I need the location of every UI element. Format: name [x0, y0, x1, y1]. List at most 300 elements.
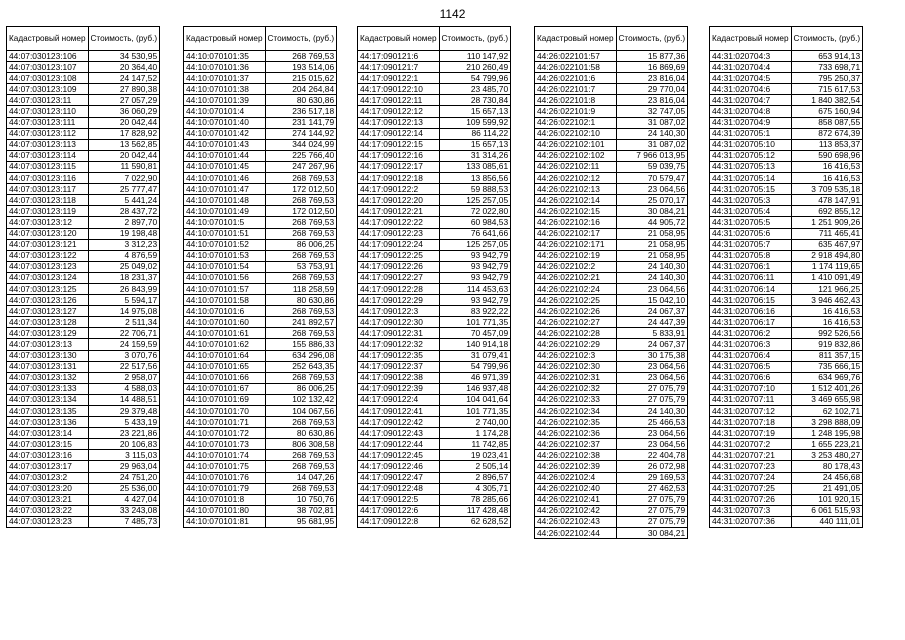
cadastral-number-cell: 44:26:022102:171 [535, 239, 617, 250]
cost-cell: 2 511,34 [88, 317, 160, 328]
cost-cell: 4 305,71 [439, 483, 511, 494]
cadastral-number-cell: 44:17:090122:46 [358, 461, 440, 472]
cadastral-number-cell: 44:07:030123:127 [7, 306, 89, 317]
cost-cell: 268 769,53 [265, 173, 337, 184]
table-row [358, 84, 511, 95]
cadastral-number-cell: 44:17:090122:12 [358, 106, 440, 117]
table-row [7, 306, 160, 317]
cadastral-number-cell: 44:31:020705:1 [710, 128, 792, 139]
cost-cell: 125 257,05 [439, 239, 511, 250]
cadastral-number-cell: 44:10:070101:54 [184, 261, 266, 272]
cadastral-number-cell: 44:31:020707:10 [710, 383, 792, 394]
cost-cell: 1 410 091,49 [791, 272, 863, 283]
cadastral-number-cell: 44:31:020705:5 [710, 217, 792, 228]
cadastral-number-cell: 44:31:020707:26 [710, 494, 792, 505]
cost-cell: 344 024,99 [265, 139, 337, 150]
cadastral-number-cell: 44:10:070101:61 [184, 328, 266, 339]
cadastral-number-cell: 44:17:090121:7 [358, 62, 440, 73]
table-row [535, 505, 688, 516]
table-row [358, 228, 511, 239]
cost-cell: 27 075,79 [616, 394, 688, 405]
table-row [535, 250, 688, 261]
cadastral-number-cell: 44:17:090122:20 [358, 195, 440, 206]
cost-cell: 225 766,40 [265, 150, 337, 161]
table-row [184, 417, 337, 428]
cadastral-number-cell: 44:26:022102:13 [535, 184, 617, 195]
cadastral-number-cell: 44:10:070101:40 [184, 117, 266, 128]
table-row [7, 95, 160, 106]
cadastral-number-cell: 44:10:070101:69 [184, 394, 266, 405]
table-row [184, 95, 337, 106]
cost-cell: 1 174 119,65 [791, 261, 863, 272]
cadastral-number-cell: 44:17:090122:15 [358, 139, 440, 150]
cost-cell: 104 041,64 [439, 394, 511, 405]
table-row [710, 206, 863, 217]
table-row [7, 195, 160, 206]
table-row [184, 106, 337, 117]
cadastral-number-cell: 44:31:020705:13 [710, 161, 792, 172]
cost-cell: 17 828,92 [88, 128, 160, 139]
table-row [535, 516, 688, 527]
cadastral-number-cell: 44:17:090122:30 [358, 317, 440, 328]
cadastral-number-cell: 44:31:020705:6 [710, 228, 792, 239]
cadastral-number-cell: 44:17:090122:1 [358, 73, 440, 84]
table-row [184, 350, 337, 361]
table-row [535, 317, 688, 328]
cadastral-number-cell: 44:07:030123:23 [7, 516, 89, 527]
cost-cell: 7 485,73 [88, 516, 160, 527]
table-row [7, 150, 160, 161]
cost-cell: 117 428,48 [439, 505, 511, 516]
cadastral-number-cell: 44:07:030123:106 [7, 51, 89, 62]
cadastral-number-cell: 44:07:030123:113 [7, 139, 89, 150]
cadastral-number-cell: 44:07:030123:134 [7, 394, 89, 405]
table-row [7, 239, 160, 250]
cost-cell: 715 617,53 [791, 84, 863, 95]
table-row [7, 417, 160, 428]
cost-cell: 93 942,79 [439, 272, 511, 283]
cost-cell: 30 084,21 [616, 206, 688, 217]
cost-cell: 16 416,53 [791, 161, 863, 172]
cost-cell: 806 308,58 [265, 439, 337, 450]
table-row [184, 195, 337, 206]
cost-cell: 13 856,56 [439, 173, 511, 184]
cost-cell: 27 075,79 [616, 494, 688, 505]
cost-cell: 13 562,85 [88, 139, 160, 150]
table-row [184, 383, 337, 394]
table-row [358, 250, 511, 261]
cost-cell: 33 243,08 [88, 505, 160, 516]
cadastral-number-cell: 44:17:090122:2 [358, 184, 440, 195]
header-cadastral-number: Кадастровый номер [7, 27, 89, 51]
cadastral-number-cell: 44:26:022102:42 [535, 505, 617, 516]
cadastral-number-cell: 44:26:022102:34 [535, 406, 617, 417]
cadastral-number-cell: 44:31:020705:10 [710, 139, 792, 150]
cost-cell: 16 416,53 [791, 306, 863, 317]
cost-cell: 24 140,30 [616, 261, 688, 272]
cadastral-number-cell: 44:31:020707:18 [710, 417, 792, 428]
cadastral-number-cell: 44:31:020706:4 [710, 350, 792, 361]
cost-cell: 1 248 195,98 [791, 428, 863, 439]
cost-cell: 113 853,37 [791, 139, 863, 150]
table-row [184, 128, 337, 139]
table-row [535, 461, 688, 472]
cost-cell: 3 469 655,98 [791, 394, 863, 405]
cadastral-number-cell: 44:26:022101:58 [535, 62, 617, 73]
cadastral-number-cell: 44:26:022102:44 [535, 528, 617, 539]
table-row [358, 439, 511, 450]
table-row [535, 117, 688, 128]
cadastral-number-cell: 44:07:030123:133 [7, 383, 89, 394]
cost-cell: 5 433,19 [88, 417, 160, 428]
table-row [184, 217, 337, 228]
header-cost: Стоимость, (руб.) [616, 27, 688, 51]
cost-cell: 23 485,70 [439, 84, 511, 95]
cost-cell: 27 057,29 [88, 95, 160, 106]
cost-cell: 4 427,04 [88, 494, 160, 505]
table-row [710, 139, 863, 150]
cost-cell: 23 816,04 [616, 95, 688, 106]
table-row [535, 494, 688, 505]
cost-cell: 59 888,53 [439, 184, 511, 195]
table-row [358, 106, 511, 117]
cost-cell: 14 975,08 [88, 306, 160, 317]
cadastral-number-cell: 44:07:030123:125 [7, 283, 89, 294]
cadastral-number-cell: 44:26:022102:43 [535, 516, 617, 527]
table-row [184, 394, 337, 405]
table-row [7, 428, 160, 439]
cost-cell: 4 876,59 [88, 250, 160, 261]
cost-cell: 83 922,22 [439, 306, 511, 317]
table-row [7, 394, 160, 405]
table-row [7, 483, 160, 494]
cost-cell: 634 969,76 [791, 372, 863, 383]
table-row [7, 494, 160, 505]
cadastral-number-cell: 44:17:090122:44 [358, 439, 440, 450]
cadastral-number-cell: 44:07:030123:130 [7, 350, 89, 361]
cadastral-number-cell: 44:31:020704:4 [710, 62, 792, 73]
cost-cell: 919 832,86 [791, 339, 863, 350]
table-row [7, 139, 160, 150]
cost-cell: 86 006,25 [265, 383, 337, 394]
cost-cell: 93 942,79 [439, 261, 511, 272]
cost-cell: 14 488,51 [88, 394, 160, 405]
cadastral-table [357, 26, 511, 528]
cadastral-number-cell: 44:17:090122:10 [358, 84, 440, 95]
cadastral-number-cell: 44:26:022102:3 [535, 350, 617, 361]
cost-cell: 114 453,63 [439, 283, 511, 294]
cadastral-number-cell: 44:07:030123:118 [7, 195, 89, 206]
cost-cell: 692 855,12 [791, 206, 863, 217]
table-row [184, 117, 337, 128]
table-row [184, 295, 337, 306]
cost-cell: 675 160,94 [791, 106, 863, 117]
cadastral-number-cell: 44:07:030123:126 [7, 295, 89, 306]
cost-cell: 27 075,79 [616, 383, 688, 394]
cost-cell: 109 599,92 [439, 117, 511, 128]
cadastral-number-cell: 44:26:022101:9 [535, 106, 617, 117]
table-row [184, 461, 337, 472]
cadastral-number-cell: 44:07:030123:14 [7, 428, 89, 439]
cadastral-number-cell: 44:31:020706:14 [710, 283, 792, 294]
table-row [710, 439, 863, 450]
table-row [7, 295, 160, 306]
cost-cell: 24 067,37 [616, 339, 688, 350]
cadastral-number-cell: 44:10:070101:45 [184, 161, 266, 172]
cost-cell: 23 064,56 [616, 372, 688, 383]
cadastral-number-cell: 44:17:090122:41 [358, 406, 440, 417]
cadastral-number-cell: 44:10:070101:51 [184, 228, 266, 239]
table-row [710, 272, 863, 283]
cadastral-number-cell: 44:10:070101:70 [184, 406, 266, 417]
table-row [184, 150, 337, 161]
cadastral-number-cell: 44:17:090122:4 [358, 394, 440, 405]
cadastral-number-cell: 44:31:020705:4 [710, 206, 792, 217]
table-row [7, 51, 160, 62]
cadastral-number-cell: 44:07:030123:17 [7, 461, 89, 472]
cost-cell: 23 064,56 [616, 283, 688, 294]
table-row [710, 406, 863, 417]
cost-cell: 811 357,15 [791, 350, 863, 361]
table-row [358, 95, 511, 106]
cadastral-number-cell: 44:07:030123:111 [7, 117, 89, 128]
table-row [358, 317, 511, 328]
cost-cell: 86 006,25 [265, 239, 337, 250]
cost-cell: 27 890,38 [88, 84, 160, 95]
cadastral-number-cell: 44:26:022102:40 [535, 483, 617, 494]
cost-cell: 23 064,56 [616, 428, 688, 439]
table-row [7, 328, 160, 339]
cadastral-number-cell: 44:07:030123:107 [7, 62, 89, 73]
cadastral-number-cell: 44:31:020706:2 [710, 328, 792, 339]
cadastral-number-cell: 44:17:090122:27 [358, 272, 440, 283]
cost-cell: 3 070,76 [88, 350, 160, 361]
cadastral-number-cell: 44:10:070101:4 [184, 106, 266, 117]
cost-cell: 478 147,91 [791, 195, 863, 206]
cadastral-number-cell: 44:26:022102:17 [535, 228, 617, 239]
table-row [358, 472, 511, 483]
cadastral-number-cell: 44:10:070101:65 [184, 361, 266, 372]
cost-cell: 25 466,53 [616, 417, 688, 428]
cost-cell: 15 657,13 [439, 139, 511, 150]
cadastral-number-cell: 44:07:030123:108 [7, 73, 89, 84]
table-row [535, 228, 688, 239]
cost-cell: 95 681,95 [265, 516, 337, 527]
cadastral-number-cell: 44:31:020706:1 [710, 261, 792, 272]
cost-cell: 125 257,05 [439, 195, 511, 206]
table-row [535, 128, 688, 139]
table-row [710, 239, 863, 250]
cadastral-number-cell: 44:31:020705:8 [710, 250, 792, 261]
table-row [184, 339, 337, 350]
cost-cell: 78 285,66 [439, 494, 511, 505]
table-row [358, 161, 511, 172]
table-row [184, 139, 337, 150]
cadastral-number-cell: 44:17:090122:37 [358, 361, 440, 372]
table-row [7, 261, 160, 272]
cadastral-number-cell: 44:26:022102:35 [535, 417, 617, 428]
cadastral-number-cell: 44:07:030123:114 [7, 150, 89, 161]
table-row [358, 383, 511, 394]
table-row [710, 95, 863, 106]
table-row [535, 62, 688, 73]
cost-cell: 7 022,90 [88, 173, 160, 184]
cost-cell: 21 058,95 [616, 250, 688, 261]
cost-cell: 236 517,18 [265, 106, 337, 117]
table-row [535, 339, 688, 350]
cost-cell: 28 437,72 [88, 206, 160, 217]
cadastral-number-cell: 44:10:070101:42 [184, 128, 266, 139]
cadastral-number-cell: 44:10:070101:5 [184, 217, 266, 228]
cost-cell: 210 260,49 [439, 62, 511, 73]
table-row [184, 272, 337, 283]
cost-cell: 26 843,99 [88, 283, 160, 294]
cost-cell: 268 769,53 [265, 217, 337, 228]
cadastral-number-cell: 44:26:022102:32 [535, 383, 617, 394]
cost-cell: 19 198,48 [88, 228, 160, 239]
cost-cell: 795 250,37 [791, 73, 863, 84]
table-row [710, 361, 863, 372]
table-row [184, 73, 337, 84]
table-header-row [358, 27, 511, 51]
table-row [710, 428, 863, 439]
table-row [710, 217, 863, 228]
cost-cell: 59 039,75 [616, 161, 688, 172]
table-header-row [710, 27, 863, 51]
cost-cell: 268 769,53 [265, 372, 337, 383]
table-row [184, 261, 337, 272]
table-row [7, 217, 160, 228]
cost-cell: 268 769,53 [265, 250, 337, 261]
cadastral-number-cell: 44:17:090122:23 [358, 228, 440, 239]
table-row [358, 73, 511, 84]
table-row [535, 417, 688, 428]
cost-cell: 14 047,26 [265, 472, 337, 483]
cadastral-number-cell: 44:07:030123:16 [7, 450, 89, 461]
cost-cell: 155 886,33 [265, 339, 337, 350]
cost-cell: 16 416,53 [791, 173, 863, 184]
cadastral-number-cell: 44:31:020707:11 [710, 394, 792, 405]
cost-cell: 25 536,00 [88, 483, 160, 494]
cost-cell: 24 140,30 [616, 406, 688, 417]
cadastral-table [6, 26, 160, 528]
cost-cell: 101 771,35 [439, 406, 511, 417]
cost-cell: 268 769,53 [265, 417, 337, 428]
header-cost: Стоимость, (руб.) [439, 27, 511, 51]
cost-cell: 992 526,56 [791, 328, 863, 339]
cost-cell: 20 042,44 [88, 150, 160, 161]
cost-cell: 1 655 223,21 [791, 439, 863, 450]
table-row [710, 84, 863, 95]
cadastral-number-cell: 44:31:020707:36 [710, 516, 792, 527]
table-row [535, 272, 688, 283]
cadastral-number-cell: 44:31:020705:12 [710, 150, 792, 161]
cadastral-number-cell: 44:10:070101:58 [184, 295, 266, 306]
table-row [535, 184, 688, 195]
cost-cell: 653 914,13 [791, 51, 863, 62]
table-row [184, 372, 337, 383]
cadastral-table [183, 26, 337, 528]
cost-cell: 268 769,53 [265, 51, 337, 62]
cadastral-number-cell: 44:17:090122:22 [358, 217, 440, 228]
table-row [535, 95, 688, 106]
cost-cell: 3 709 535,18 [791, 184, 863, 195]
table-row [535, 84, 688, 95]
cadastral-number-cell: 44:10:070101:81 [184, 516, 266, 527]
table-row [358, 406, 511, 417]
cadastral-number-cell: 44:31:020706:11 [710, 272, 792, 283]
cadastral-number-cell: 44:26:022101:57 [535, 51, 617, 62]
cadastral-number-cell: 44:17:090122:47 [358, 472, 440, 483]
cost-cell: 241 892,57 [265, 317, 337, 328]
table-row [535, 350, 688, 361]
cadastral-number-cell: 44:07:030123:20 [7, 483, 89, 494]
cost-cell: 440 111,01 [791, 516, 863, 527]
cadastral-number-cell: 44:26:022102:29 [535, 339, 617, 350]
table-row [358, 217, 511, 228]
cost-cell: 268 769,53 [265, 483, 337, 494]
table-row [184, 228, 337, 239]
cost-cell: 54 799,96 [439, 73, 511, 84]
table-row [535, 239, 688, 250]
table-row [184, 439, 337, 450]
cost-cell: 29 169,53 [616, 472, 688, 483]
cadastral-number-cell: 44:10:070101:56 [184, 272, 266, 283]
cost-cell: 1 174,28 [439, 428, 511, 439]
cost-cell: 7 966 013,95 [616, 150, 688, 161]
cost-cell: 635 467,97 [791, 239, 863, 250]
table-row [184, 406, 337, 417]
table-row [7, 184, 160, 195]
cost-cell: 2 958,07 [88, 372, 160, 383]
cadastral-number-cell: 44:10:070101:60 [184, 317, 266, 328]
table-row [535, 428, 688, 439]
cost-cell: 247 267,96 [265, 161, 337, 172]
cadastral-number-cell: 44:17:090122:21 [358, 206, 440, 217]
cadastral-number-cell: 44:10:070101:66 [184, 372, 266, 383]
table-row [184, 239, 337, 250]
cost-cell: 86 114,22 [439, 128, 511, 139]
cost-cell: 268 769,53 [265, 306, 337, 317]
cadastral-number-cell: 44:10:070101:38 [184, 84, 266, 95]
table-row [535, 261, 688, 272]
cadastral-number-cell: 44:31:020705:7 [710, 239, 792, 250]
cadastral-number-cell: 44:26:022102:16 [535, 217, 617, 228]
cadastral-number-cell: 44:31:020706:3 [710, 339, 792, 350]
cadastral-number-cell: 44:31:020706:17 [710, 317, 792, 328]
cost-cell: 590 698,96 [791, 150, 863, 161]
table-row [7, 84, 160, 95]
cost-cell: 172 012,50 [265, 206, 337, 217]
page-number: 1142 [439, 7, 466, 21]
table-row [535, 206, 688, 217]
cost-cell: 15 042,10 [616, 295, 688, 306]
cost-cell: 3 298 888,09 [791, 417, 863, 428]
cost-cell: 140 914,18 [439, 339, 511, 350]
cost-cell: 11 590,81 [88, 161, 160, 172]
cadastral-number-cell: 44:10:070101:74 [184, 450, 266, 461]
cost-cell: 268 769,53 [265, 450, 337, 461]
cost-cell: 146 937,48 [439, 383, 511, 394]
cadastral-number-cell: 44:31:020704:9 [710, 117, 792, 128]
cost-cell: 118 258,59 [265, 283, 337, 294]
table-row [710, 372, 863, 383]
cadastral-number-cell: 44:26:022102:15 [535, 206, 617, 217]
table-row [710, 150, 863, 161]
table-row [710, 184, 863, 195]
cost-cell: 19 023,41 [439, 450, 511, 461]
cadastral-number-cell: 44:26:022102:39 [535, 461, 617, 472]
